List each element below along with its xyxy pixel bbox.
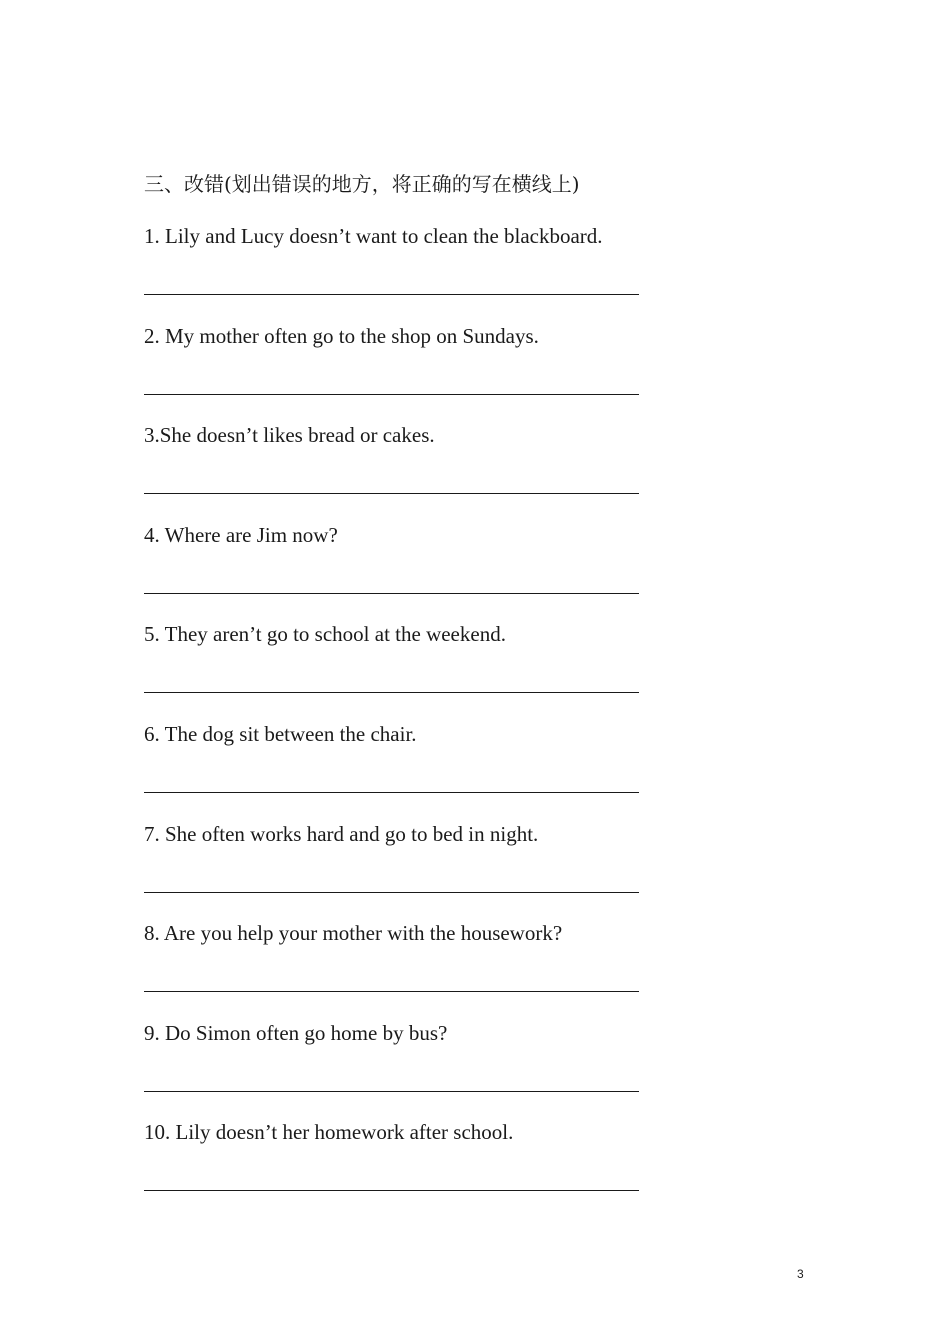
answer-line <box>144 892 639 893</box>
answer-line <box>144 792 639 793</box>
answer-line <box>144 692 639 693</box>
question-item-8 <box>144 917 644 1017</box>
answer-line <box>144 493 639 494</box>
question-item-9 <box>144 1017 644 1117</box>
question-text: 4. Where are Jim now? <box>144 522 338 547</box>
question-list <box>144 220 644 1216</box>
question-text: 1. Lily and Lucy doesn’t want to clean the blackboard. <box>144 224 603 248</box>
question-text: 2. My mother often go to the shop on Sundays. <box>144 323 539 348</box>
question-item-7 <box>144 818 644 918</box>
question-item-10 <box>144 1116 644 1216</box>
question-text: 10. Lily doesn’t her homework after school. <box>144 1120 514 1145</box>
answer-line <box>144 991 639 992</box>
answer-line <box>144 593 639 594</box>
question-text: 5. They aren’t go to school at the weekend. <box>144 622 506 647</box>
question-item-4 <box>144 519 644 619</box>
question-text: 9. Do Simon often go home by bus? <box>144 1020 448 1045</box>
question-item-5 <box>144 618 644 718</box>
question-text: 8. Are you help your mother with the housework? <box>144 921 563 946</box>
question-item-2 <box>144 320 644 420</box>
page-number: 3 <box>797 1267 804 1281</box>
answer-line <box>144 1190 639 1191</box>
answer-line <box>144 294 639 295</box>
question-text: 3.She doesn’t likes bread or cakes. <box>144 423 435 448</box>
question-item-3 <box>144 419 644 519</box>
question-text: 6. The dog sit between the chair. <box>144 721 417 746</box>
answer-line <box>144 1091 639 1092</box>
question-item-6 <box>144 718 644 818</box>
question-item-1 <box>144 220 644 320</box>
section-heading: 三、改错(划出错误的地方，将正确的写在横线上) <box>144 172 580 196</box>
question-text: 7. She often works hard and go to bed in night. <box>144 821 539 846</box>
answer-line <box>144 394 639 395</box>
